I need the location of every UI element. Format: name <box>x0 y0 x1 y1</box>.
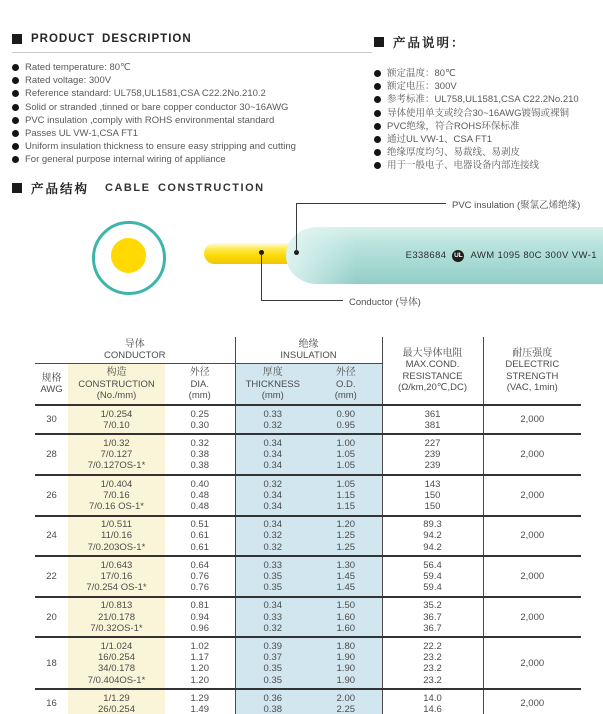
cell-line: 1.20 <box>336 519 356 531</box>
cell-line: 2,000 <box>520 698 545 710</box>
insulation-leader-line <box>296 203 446 204</box>
bullet-item <box>12 63 372 74</box>
bullet-text: Uniform insulation thickness to ensure easy stripping and cutting <box>25 141 296 153</box>
cell-line: 26/0.254 <box>98 703 135 714</box>
cell-line: 0.94 <box>190 611 209 623</box>
cell-line: 1.30 <box>336 559 356 571</box>
bullet-item <box>374 148 603 159</box>
cell-line: 16 <box>46 698 57 710</box>
awg-cell <box>35 556 68 597</box>
spec-row-awg-24 <box>35 516 581 557</box>
awg-cell <box>35 689 68 714</box>
dia-cell <box>165 405 235 434</box>
cell-line: 17/0.16 <box>100 570 133 582</box>
cell-line: 94.2 <box>423 530 442 542</box>
bullet-item <box>12 103 372 114</box>
od-cell <box>310 556 382 597</box>
cell-line: 1.90 <box>336 663 356 675</box>
cell-line: 0.32 <box>263 541 283 553</box>
cell-line: 0.30 <box>190 419 209 431</box>
cell-line: 1/0.404 <box>100 478 133 490</box>
cell-line: 2,000 <box>520 414 545 426</box>
bullet-icon <box>12 90 19 97</box>
cell-line: 0.34 <box>263 519 283 531</box>
bullet-item <box>374 109 603 120</box>
cell-line: 1/0.511 <box>101 519 132 531</box>
bullet-icon <box>12 104 19 111</box>
cell-line: 0.34 <box>263 489 283 501</box>
bullet-icon <box>374 83 381 90</box>
awg-cell <box>35 405 68 434</box>
cell-line: 0.32 <box>263 478 283 490</box>
cell-line: 2,000 <box>520 449 545 461</box>
cell-line: 0.33 <box>263 559 283 571</box>
cell-line: 0.33 <box>263 611 283 623</box>
cell-line: 1/0.32 <box>103 437 130 449</box>
bullet-item <box>374 135 603 146</box>
od-header: 外径 O.D. (mm) <box>310 364 382 405</box>
strength-cell <box>483 405 581 434</box>
thickness-cell <box>235 597 310 638</box>
cell-line: 36.7 <box>423 622 442 634</box>
cell-line: 0.34 <box>263 449 283 461</box>
cell-line: 18 <box>46 657 57 669</box>
construction-title-en: CABLE CONSTRUCTION <box>105 182 265 194</box>
cell-line: 89.3 <box>423 519 442 531</box>
awg-cell <box>35 516 68 557</box>
cell-line: 0.38 <box>263 703 283 714</box>
strength-cell <box>483 597 581 638</box>
cell-line: 1.17 <box>190 652 209 664</box>
thickness-cell <box>235 556 310 597</box>
construction-cell <box>68 597 165 638</box>
cell-line: 239 <box>424 449 441 461</box>
bullet-icon <box>12 143 19 150</box>
conductor-core-circle <box>111 238 146 273</box>
cell-line: 1.25 <box>336 541 356 553</box>
bullet-icon <box>12 64 19 71</box>
cell-line: 7/0.404OS-1* <box>87 674 146 686</box>
product-description-cn-section <box>374 33 603 175</box>
spec-row-awg-28 <box>35 434 581 475</box>
bullet-icon <box>12 117 19 124</box>
resistance-header: 最大导体电阻 MAX.COND. RESISTANCE (Ω/km,20℃,DC) <box>382 337 483 405</box>
cell-line: 0.32 <box>263 622 283 634</box>
conductor-label: Conductor (导体) <box>349 297 421 308</box>
od-cell <box>310 597 382 638</box>
cell-line: 0.81 <box>190 600 209 612</box>
thickness-cell <box>235 434 310 475</box>
cell-line: 1.45 <box>336 570 356 582</box>
insulation-group-header: 绝缘 INSULATION <box>235 337 382 364</box>
od-cell <box>310 434 382 475</box>
resistance-cell <box>382 475 483 516</box>
cell-line: 56.4 <box>423 559 442 571</box>
cell-line: 0.38 <box>190 449 209 461</box>
cell-line: 23.2 <box>423 663 442 675</box>
resistance-cell <box>382 597 483 638</box>
product-description-list <box>12 63 372 166</box>
strength-cell <box>483 637 581 689</box>
strength-cell <box>483 556 581 597</box>
section-marker-icon <box>374 37 384 47</box>
cell-line: 1.60 <box>336 622 356 634</box>
thickness-cell <box>235 637 310 689</box>
cell-line: 1.05 <box>336 449 356 461</box>
cell-line: 7/0.203OS-1* <box>87 541 146 553</box>
dia-cell <box>165 689 235 714</box>
pvc-insulation-body <box>286 227 603 284</box>
bullet-item <box>374 122 603 133</box>
cell-line: 1.60 <box>336 611 356 623</box>
cell-line: 1/0.254 <box>100 408 133 420</box>
bullet-item <box>374 95 603 106</box>
cell-line: 0.32 <box>263 419 283 431</box>
resistance-cell <box>382 637 483 689</box>
resistance-cell <box>382 516 483 557</box>
cell-line: 14.0 <box>423 692 442 704</box>
thickness-cell <box>235 689 310 714</box>
bullet-text: 额定电压：300V <box>387 81 457 93</box>
cell-line: 150 <box>424 500 441 512</box>
spec-row-awg-18 <box>35 637 581 689</box>
construction-cell <box>68 475 165 516</box>
cell-line: 2,000 <box>520 489 545 501</box>
bullet-item <box>374 69 603 80</box>
cell-line: 22.2 <box>423 640 442 652</box>
od-cell <box>310 516 382 557</box>
thickness-cell <box>235 516 310 557</box>
cell-line: 227 <box>424 437 441 449</box>
cell-line: 7/0.127 <box>100 449 133 461</box>
cell-line: 0.96 <box>190 622 209 634</box>
strength-cell <box>483 689 581 714</box>
thickness-header: 厚度 THICKNESS (mm) <box>235 364 310 405</box>
construction-header: 构造 CONSTRUCTION (No./mm) <box>68 364 165 405</box>
cell-line: 0.48 <box>190 500 209 512</box>
cell-line: 2,000 <box>520 657 545 669</box>
bullet-icon <box>374 149 381 156</box>
cell-line: 0.61 <box>190 530 209 542</box>
dia-header: 外径 DIA. (mm) <box>165 364 235 405</box>
bullet-icon <box>12 77 19 84</box>
cell-line: 59.4 <box>423 582 442 594</box>
bullet-item <box>374 161 603 172</box>
cell-line: 381 <box>424 419 441 431</box>
cell-line: 0.35 <box>263 582 283 594</box>
bullet-icon <box>12 130 19 137</box>
construction-cell <box>68 516 165 557</box>
bullet-item <box>12 129 372 140</box>
bullet-icon <box>374 70 381 77</box>
cell-line: 1/0.813 <box>100 600 133 612</box>
cell-line: 94.2 <box>423 541 442 553</box>
cell-line: 1.02 <box>190 640 209 652</box>
cell-line: 0.64 <box>190 559 209 571</box>
bullet-item <box>12 155 372 166</box>
bullet-icon <box>374 123 381 130</box>
insulation-label: PVC insulation (聚氯乙烯绝缘) <box>452 200 581 211</box>
dia-cell <box>165 475 235 516</box>
bullet-text: 通过UL VW-1、CSA FT1 <box>387 133 493 145</box>
cell-line: 22 <box>46 570 57 582</box>
cell-line: 1.05 <box>336 460 356 472</box>
thickness-cell <box>235 475 310 516</box>
spec-row-awg-16 <box>35 689 581 714</box>
cell-line: 7/0.127OS-1* <box>87 460 146 472</box>
cell-line: 35.2 <box>423 600 442 612</box>
cell-line: 0.76 <box>190 570 209 582</box>
bullet-item <box>12 89 372 100</box>
cell-line: 2,000 <box>520 530 545 542</box>
cable-rating-text: AWM 1095 80C 300V VW-1 <box>470 250 597 261</box>
conductor-leader-line <box>261 253 262 301</box>
dia-cell <box>165 597 235 638</box>
bullet-text: 用于一般电子、电器设备内部连接线 <box>387 160 540 172</box>
bullet-icon <box>374 162 381 169</box>
cell-line: 1.49 <box>190 703 209 714</box>
cell-line: 143 <box>424 478 441 490</box>
construction-title-cn: 产品结构 <box>31 182 90 196</box>
cell-line: 1/1.024 <box>100 640 133 652</box>
resistance-cell <box>382 689 483 714</box>
bullet-text: 导体使用单支或绞合30~16AWG镀锡或裸铜 <box>387 107 570 119</box>
cell-line: 0.25 <box>190 408 209 420</box>
cell-line: 11/0.16 <box>101 530 132 542</box>
cell-line: 0.61 <box>190 541 209 553</box>
cell-line: 0.34 <box>263 500 283 512</box>
strength-cell <box>483 516 581 557</box>
thickness-cell <box>235 405 310 434</box>
ul-logo-icon: UL <box>452 250 464 262</box>
dia-cell <box>165 516 235 557</box>
bullet-text: 参考标准：UL758,UL1581,CSA C22.2No.210 <box>387 94 579 106</box>
section-title-text: PRODUCT DESCRIPTION <box>31 33 192 45</box>
construction-cell <box>68 637 165 689</box>
spec-row-awg-22 <box>35 556 581 597</box>
cell-line: 1.29 <box>190 692 209 704</box>
cell-line: 7/0.10 <box>103 419 130 431</box>
bullet-icon <box>374 96 381 103</box>
bullet-text: Solid or stranded ,tinned or bare copper conductor 30~16AWG <box>25 101 289 113</box>
product-description-section <box>12 33 372 169</box>
conductor-group-header: 导体 CONDUCTOR <box>35 337 235 364</box>
cell-line: 1.00 <box>336 437 356 449</box>
cell-line: 0.34 <box>263 600 283 612</box>
cell-line: 34/0.178 <box>98 663 135 675</box>
section-title-text: 产品说明： <box>393 36 466 50</box>
cable-construction-title <box>12 179 265 197</box>
cell-line: 30 <box>46 414 57 426</box>
cell-line: 2.00 <box>336 692 356 704</box>
cell-line: 7/0.32OS-1* <box>90 622 143 634</box>
od-cell <box>310 689 382 714</box>
bullet-item <box>12 116 372 127</box>
bullet-item <box>12 76 372 87</box>
cell-line: 1.05 <box>336 478 356 490</box>
resistance-cell <box>382 556 483 597</box>
bullet-text: 额定温度：80℃ <box>387 68 456 79</box>
cell-line: 24 <box>46 530 57 542</box>
bullet-text: Passes UL VW-1,CSA FT1 <box>25 127 138 139</box>
cell-line: 1/1.29 <box>103 692 130 704</box>
awg-cell <box>35 475 68 516</box>
cell-line: 0.34 <box>263 460 283 472</box>
cell-line: 26 <box>46 489 57 501</box>
cell-line: 1.15 <box>336 500 356 512</box>
cell-line: 20 <box>46 611 57 623</box>
cell-line: 36.7 <box>423 611 442 623</box>
cell-line: 0.36 <box>263 692 283 704</box>
cell-line: 0.33 <box>263 408 283 420</box>
cell-line: 16/0.254 <box>98 652 135 664</box>
cell-line: 1/0.643 <box>100 559 133 571</box>
construction-cell <box>68 434 165 475</box>
od-cell <box>310 405 382 434</box>
cell-line: 239 <box>424 460 441 472</box>
od-cell <box>310 637 382 689</box>
bullet-icon <box>374 136 381 143</box>
dielectric-strength-header: 耐压强度 DELECTRIC STRENGTH (VAC, 1min) <box>483 337 581 405</box>
bullet-text: PVC insulation ,comply with ROHS environmental standard <box>25 114 275 126</box>
cell-line: 28 <box>46 449 57 461</box>
section-marker-icon <box>12 183 22 193</box>
cell-line: 0.37 <box>263 652 283 664</box>
cell-line: 0.32 <box>190 437 209 449</box>
spec-row-awg-20 <box>35 597 581 638</box>
cable-print-legend <box>406 250 597 262</box>
bullet-icon <box>374 110 381 117</box>
cell-line: 7/0.16 <box>103 489 130 501</box>
insulation-leader-line <box>296 203 297 252</box>
cell-line: 1.90 <box>336 652 356 664</box>
cell-line: 361 <box>424 408 441 420</box>
cell-line: 0.35 <box>263 674 283 686</box>
bullet-item <box>12 142 372 153</box>
cell-line: 0.76 <box>190 582 209 594</box>
bullet-text: Rated temperature: 80℃ <box>25 62 131 73</box>
cell-line: 0.34 <box>263 437 283 449</box>
bullet-text: Reference standard: UL758,UL1581,CSA C22.2No.210.2 <box>25 88 266 100</box>
bullet-icon <box>12 156 19 163</box>
cell-line: 0.35 <box>263 570 283 582</box>
cell-line: 0.48 <box>190 489 209 501</box>
bullet-text: For general purpose internal wiring of appliance <box>25 154 226 166</box>
cell-line: 1.15 <box>336 489 356 501</box>
cell-line: 2.25 <box>336 703 356 714</box>
spec-row-awg-30 <box>35 405 581 434</box>
cert-number: E338684 <box>405 250 447 261</box>
cell-line: 1.90 <box>336 674 356 686</box>
cell-line: 23.2 <box>423 652 442 664</box>
construction-cell <box>68 689 165 714</box>
table-group-header-row <box>35 337 581 364</box>
dia-cell <box>165 434 235 475</box>
section-marker-icon <box>12 34 22 44</box>
cell-line: 7/0.16 OS-1* <box>89 500 144 512</box>
strength-cell <box>483 434 581 475</box>
cell-line: 0.40 <box>190 478 209 490</box>
cell-line: 0.32 <box>263 530 283 542</box>
dia-cell <box>165 556 235 597</box>
construction-cell <box>68 556 165 597</box>
cell-line: 0.39 <box>263 640 283 652</box>
cell-line: 0.35 <box>263 663 283 675</box>
cell-line: 23.2 <box>423 674 442 686</box>
bullet-text: Rated voltage: 300V <box>25 75 112 87</box>
awg-header: 规格 AWG <box>35 364 68 405</box>
spec-table <box>35 337 581 714</box>
dia-cell <box>165 637 235 689</box>
cell-line: 150 <box>424 489 441 501</box>
cell-line: 0.95 <box>336 419 356 431</box>
bullet-text: 绝缘厚度均匀、易裁线、易剥皮 <box>387 147 521 159</box>
cell-line: 2,000 <box>520 570 545 582</box>
product-description-cn-list <box>374 69 603 172</box>
cell-line: 1.45 <box>336 582 356 594</box>
resistance-cell <box>382 434 483 475</box>
cell-line: 1.80 <box>336 640 356 652</box>
cell-line: 0.51 <box>190 519 209 531</box>
bullet-text: PVC绝缘，符合ROHS环保标准 <box>387 120 520 132</box>
awg-cell <box>35 637 68 689</box>
resistance-cell <box>382 405 483 434</box>
strength-cell <box>483 475 581 516</box>
conductor-leader-line <box>261 300 343 301</box>
bullet-item <box>374 82 603 93</box>
cell-line: 14.6 <box>423 703 442 714</box>
cell-line: 1.50 <box>336 600 356 612</box>
product-description-cn-title <box>374 33 603 51</box>
awg-cell <box>35 434 68 475</box>
cell-line: 1.25 <box>336 530 356 542</box>
cell-line: 0.90 <box>336 408 356 420</box>
cell-line: 7/0.254 OS-1* <box>86 582 147 594</box>
cell-line: 1.20 <box>190 663 209 675</box>
cell-line: 0.38 <box>190 460 209 472</box>
od-cell <box>310 475 382 516</box>
cell-line: 21/0.178 <box>98 611 135 623</box>
cell-line: 1.20 <box>190 674 209 686</box>
cable-cross-section <box>92 221 166 295</box>
spec-row-awg-26 <box>35 475 581 516</box>
product-description-title <box>12 33 372 53</box>
cell-line: 2,000 <box>520 611 545 623</box>
awg-cell <box>35 597 68 638</box>
construction-cell <box>68 405 165 434</box>
cell-line: 59.4 <box>423 570 442 582</box>
